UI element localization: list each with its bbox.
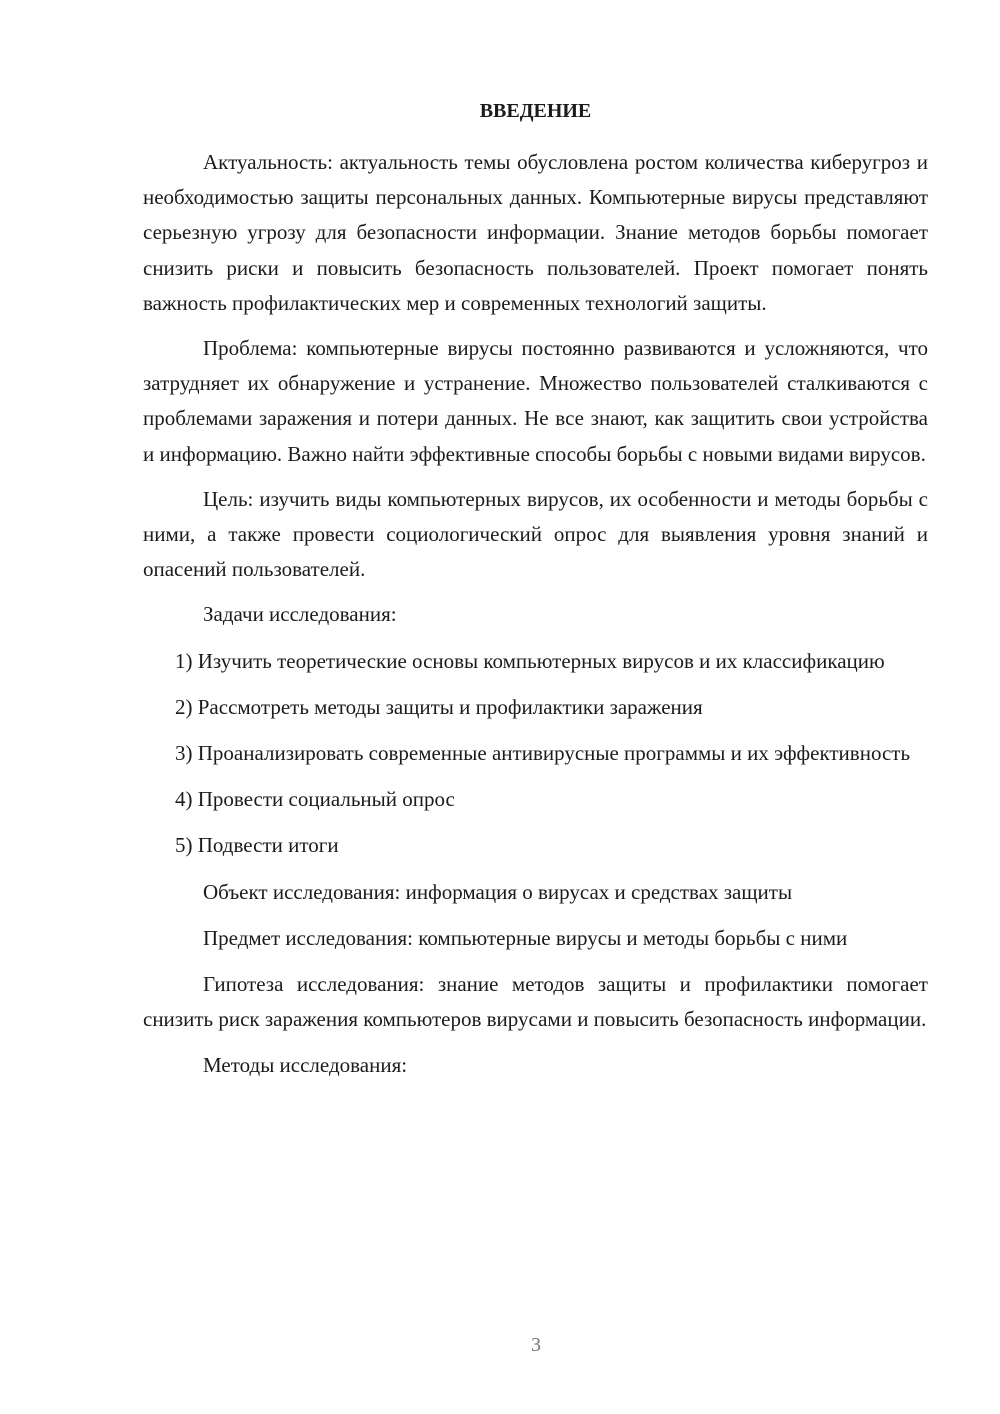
hypothesis-paragraph: Гипотеза исследования: знание методов защиты и профилактики помогает снизить риск заражения компьютеров вирусами и повысить безопасность информации. bbox=[143, 972, 928, 1032]
page-number: 3 bbox=[531, 1334, 541, 1356]
page-content bbox=[143, 95, 928, 1084]
task-item-4: 4) Провести социальный опрос bbox=[175, 787, 455, 812]
task-item-5: 5) Подвести итоги bbox=[175, 833, 339, 858]
section-title: ВВЕДЕНИЕ bbox=[479, 100, 592, 122]
task-item-2: 2) Рассмотреть методы защиты и профилактики заражения bbox=[175, 694, 703, 719]
problem-paragraph: Проблема: компьютерные вирусы постоянно развиваются и усложняются, что затрудняет их обнаружение и устранение. Множество пользователей сталкиваются с проблемами заражения и потери данных. Не все знают, как защитить свои устройства и информацию. Важно найти эффективные способы борьбы с новыми видами вирусов. bbox=[143, 336, 928, 466]
methods-heading: Методы исследования: bbox=[203, 1053, 408, 1078]
subject-paragraph: Предмет исследования: компьютерные вирусы и методы борьбы с ними bbox=[203, 925, 848, 950]
goal-paragraph: Цель: изучить виды компьютерных вирусов, их особенности и методы борьбы с ними, а также провести социологический опрос для выявления уровня знаний и опасений пользователей. bbox=[143, 486, 928, 582]
task-item-3: 3) Проанализировать современные антивирусные программы и их эффективность bbox=[175, 741, 911, 766]
relevance-paragraph: Актуальность: актуальность темы обусловлена ростом количества киберугроз и необходимостью защиты персональных данных. Компьютерные вирусы представляют серьезную угрозу для безопасности информации. Знание методов борьбы помогает снизить риски и повысить безопасность пользователей. Проект помогает понять важность профилактических мер и современных технологий защиты. bbox=[143, 150, 928, 315]
task-item-1: 1) Изучить теоретические основы компьютерных вирусов и их классификацию bbox=[175, 648, 885, 673]
tasks-heading: Задачи исследования: bbox=[203, 602, 397, 627]
object-paragraph: Объект исследования: информация о вирусах и средствах защиты bbox=[203, 879, 793, 904]
